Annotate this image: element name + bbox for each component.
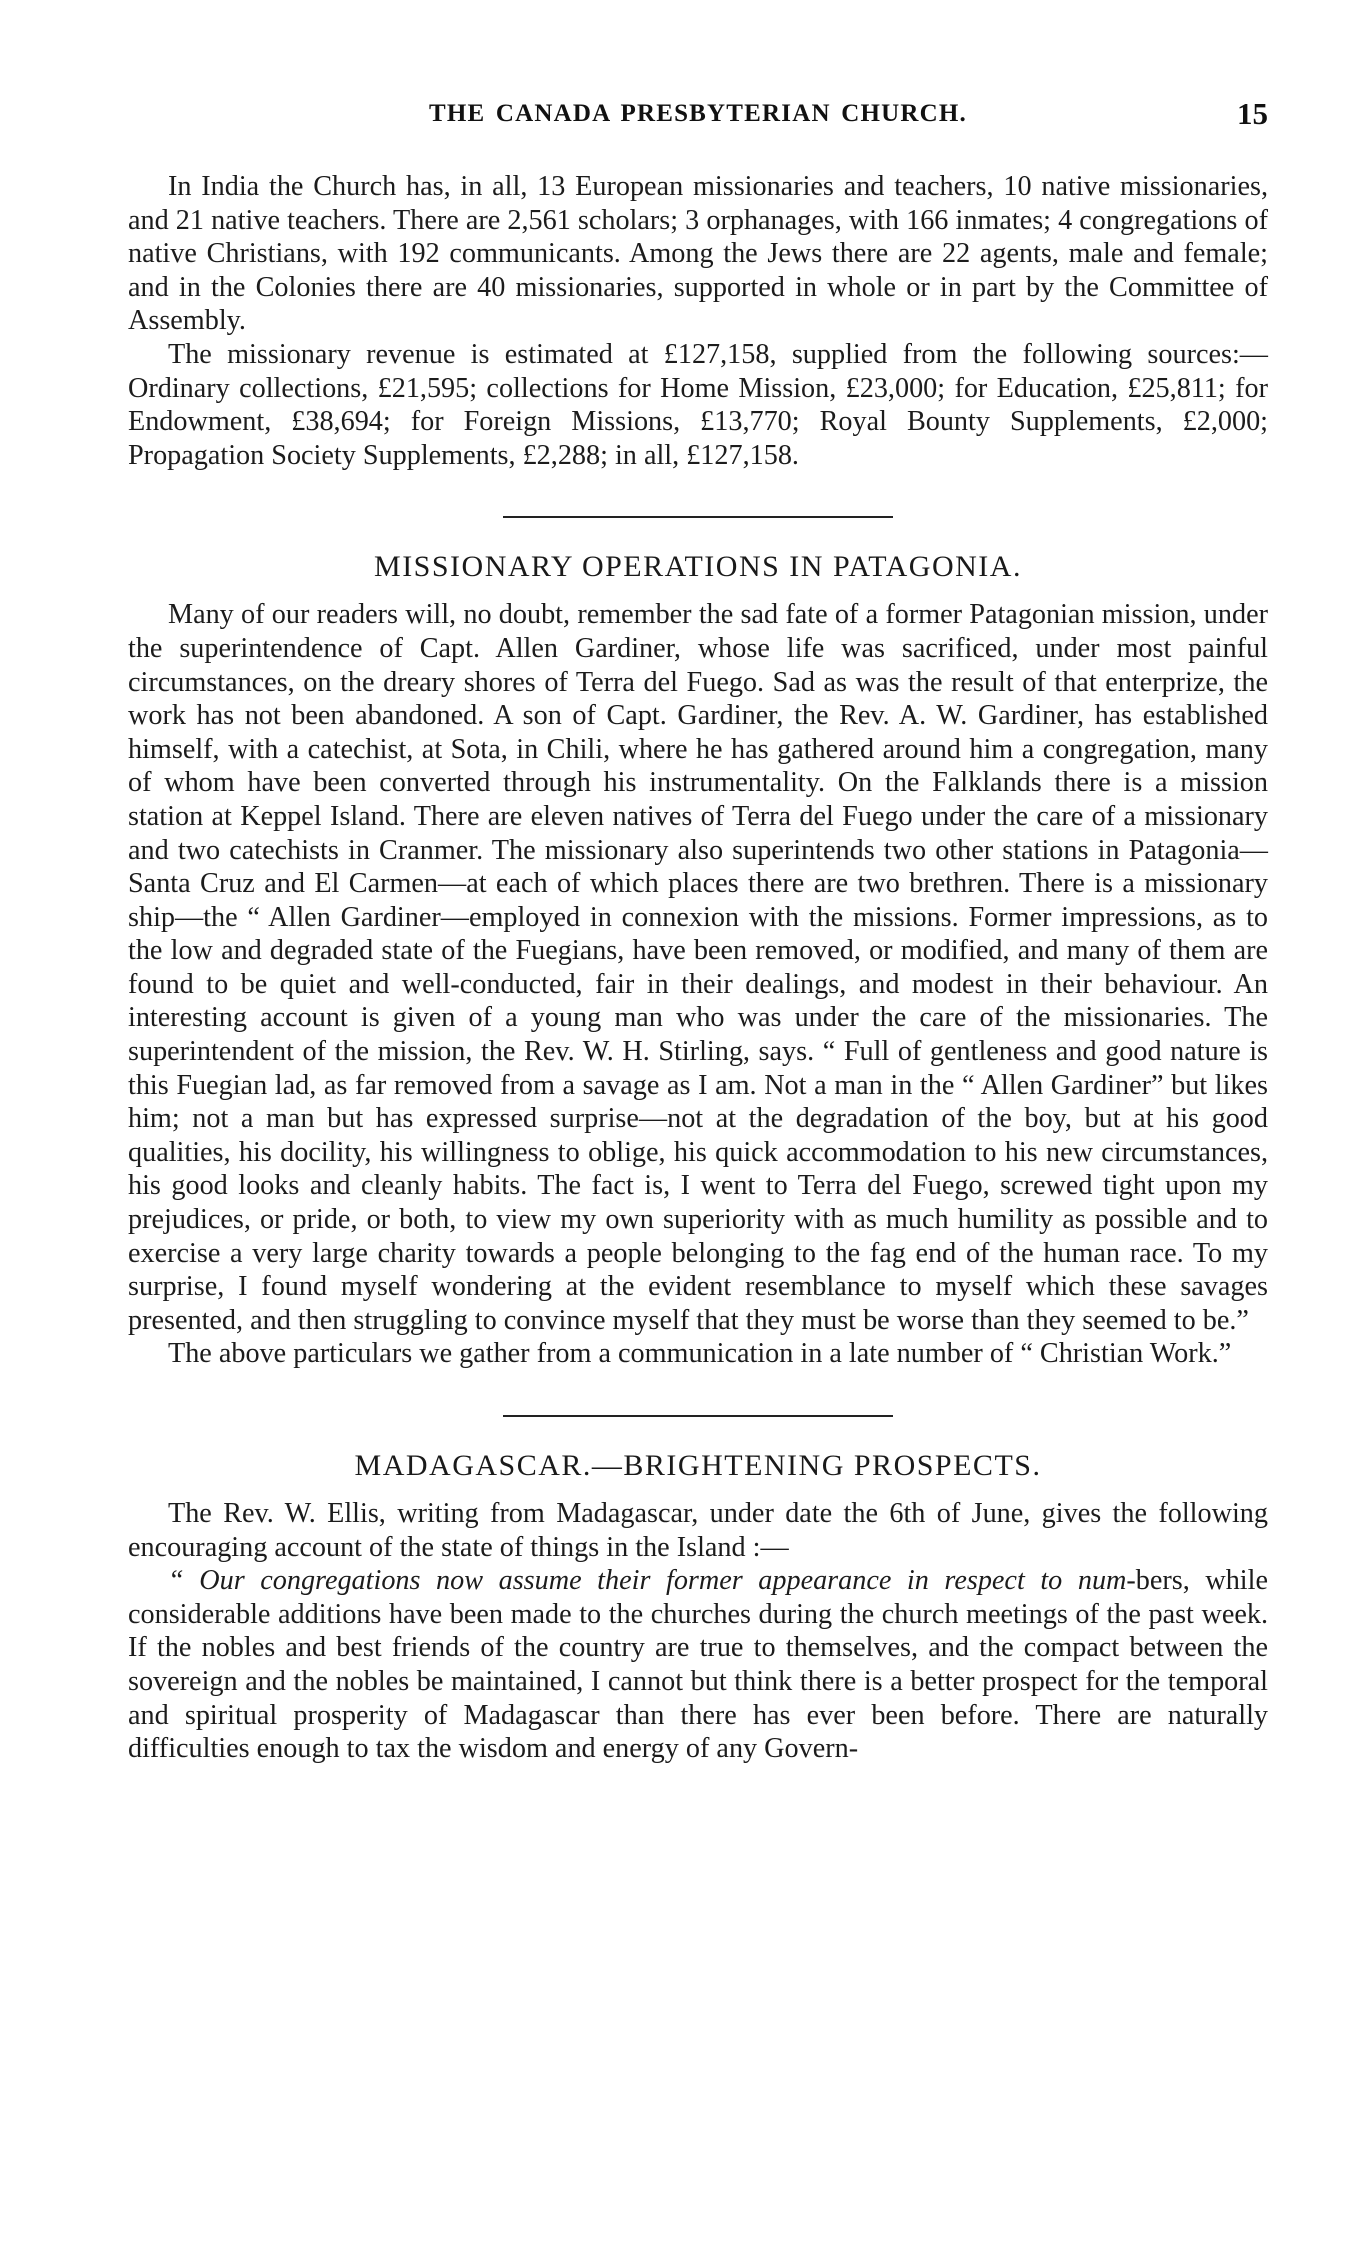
patagonia-paragraph-1: Many of our readers will, no doubt, remember the sad fate of a former Patagonian mission, under the superintendence of Capt. Allen Gardiner, whose life was sacrificed, under most painful circumstances, on the dreary shores of Terra del Fuego. Sad as was the result of that enterprize, the work has not been abandoned. A son of Capt. Gardiner, the Rev. A. W. Gardiner, has established himself, with a catechist, at Sota, in Chili, where he has gathered around him a congregation, many of whom have been converted through his instrumentality. On the Falklands there is a mission station at Keppel Island. There are eleven natives of Terra del Fuego under the care of a missionary and two catechists in Cranmer. The missionary also superintends two other stations in Patagonia—Santa Cruz and El Carmen—at each of which places there are two brethren. There is a missionary ship—the “ Allen Gardiner—employed in connexion with the missions. Former impressions, as to the low and degraded state of the Fuegians, have been removed, or modified, and many of them are found to be quiet and well-conducted, fair in their dealings, and modest in their behaviour. An interesting account is given of a young man who was under the care of the missionaries. The superintendent of the mission, the Rev. W. H. Stirling, says. “ Full of gentleness and good nature is this Fuegian lad, as far removed from a savage as I am. Not a man in the “ Allen Gardiner” but likes him; not a man but has expressed surprise—not at the degradation of the boy, but at his good qualities, his docility, his willingness to oblige, his quick accommodation to his new circumstances, his good looks and cleanly habits. The fact is, I went to Terra del Fuego, screwed tight upon my prejudices, or pride, or both, to view my own superiority with as much humility as possible and to exercise a very large charity towards a people belonging to the fag end of the human race. To my surprise, I found myself wondering at the evident resemblance to myself which these savages presented, and then struggling to convince myself that they must be worse than they seemed to be.” — [128, 599, 1268, 1336]
running-title: THE CANADA PRESBYTERIAN CHURCH. — [429, 100, 967, 127]
madagascar-quote — [128, 1564, 1268, 1766]
patagonia-paragraph-2: The above particulars we gather from a communication in a late number of “ Christian Work.” — [168, 1338, 1232, 1370]
madagascar-heading: MADAGASCAR.—BRIGHTENING PROSPECTS. — [354, 1449, 1042, 1482]
madagascar-quote-italic: “ Our congregations now assume their former appearance in respect to num- — [168, 1565, 1136, 1597]
patagonia-heading: MISSIONARY OPERATIONS IN PATAGONIA. — [374, 550, 1022, 584]
page-number: 15 — [1237, 96, 1268, 131]
madagascar-intro: The Rev. W. Ellis, writing from Madagascar, under date the 6th of June, gives the following encouraging account of the state of things in the Island :— — [128, 1498, 1268, 1563]
section-divider-1 — [503, 516, 893, 518]
body-text — [128, 170, 1268, 1766]
section-divider-2 — [503, 1415, 893, 1417]
madagascar-quote-rest: bers, while considerable additions have been made to the churches during the church meetings of the past week. If the nobles and best friends of the country are true to themselves, and the compact between the sovereign and the nobles be maintained, I cannot but think there is a better prospect for the temporal and spiritual prosperity of Madagascar than there has ever been before. There are naturally difficulties enough to tax the wisdom and energy of any Govern- — [128, 1565, 1268, 1765]
india-paragraph-2: The missionary revenue is estimated at £127,158, supplied from the following sources:—Ordinary collections, £21,595; collections for Home Mission, £23,000; for Education, £25,811; for Endowment, £38,694; for Foreign Missions, £13,770; Royal Bounty Supplements, £2,000; Propagation Society Supplements, £2,288; in all, £127,158. — [128, 338, 1268, 471]
running-header — [128, 96, 1268, 140]
india-paragraph-1: In India the Church has, in all, 13 European missionaries and teachers, 10 native missionaries, and 21 native teachers. There are 2,561 scholars; 3 orphanages, with 166 inmates; 4 congregations of native Christians, with 192 communicants. Among the Jews there are 22 agents, male and female; and in the Colonies there are 40 missionaries, supported in whole or in part by the Committee of Assembly. — [128, 171, 1268, 337]
